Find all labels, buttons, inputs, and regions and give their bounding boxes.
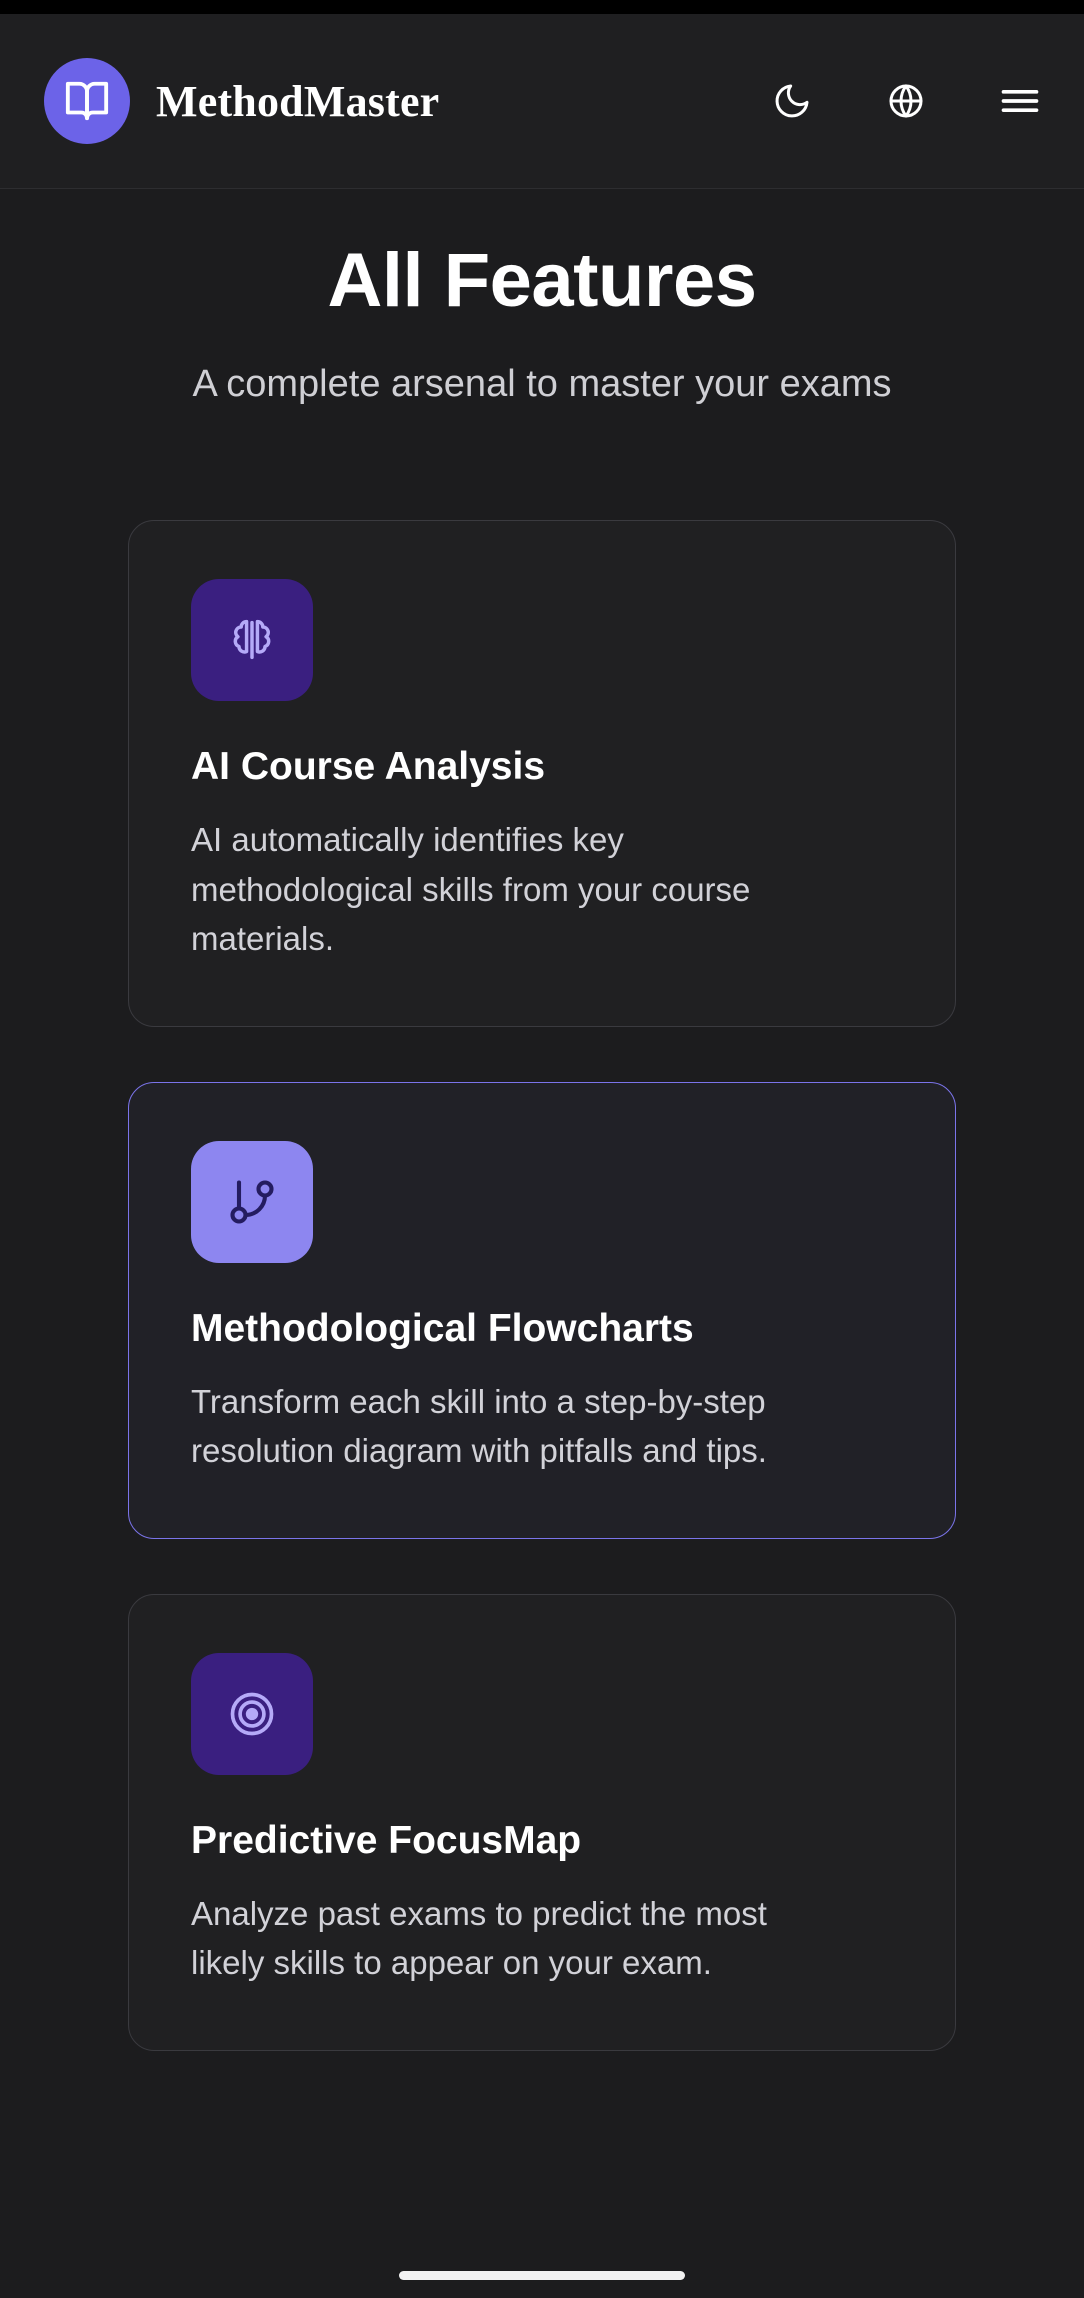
- feature-title: Methodological Flowcharts: [191, 1306, 694, 1350]
- feature-description: Analyze past exams to predict the most likely skills to appear on your exam.: [191, 1894, 767, 1982]
- feature-title: AI Course Analysis: [191, 745, 546, 789]
- page-heading-section: [0, 189, 1084, 410]
- page-title: All Features: [327, 238, 757, 323]
- page-subtitle: A complete arsenal to master your exams: [192, 362, 892, 405]
- brain-icon: [191, 579, 313, 701]
- brand-logo-group[interactable]: [44, 58, 439, 144]
- status-bar: [0, 0, 1084, 14]
- hamburger-menu-icon[interactable]: [994, 75, 1046, 127]
- target-icon: [191, 1653, 313, 1775]
- feature-title: Predictive FocusMap: [191, 1818, 582, 1862]
- brand-name: MethodMaster: [156, 76, 440, 126]
- feature-description: AI automatically identifies key methodological skills from your course materials.: [191, 821, 751, 958]
- home-indicator: [399, 2271, 685, 2280]
- feature-card-predictive-focusmap[interactable]: [128, 1594, 956, 2051]
- feature-card-ai-course-analysis[interactable]: [128, 520, 956, 1027]
- open-book-icon: [44, 58, 130, 144]
- moon-icon[interactable]: [766, 75, 818, 127]
- git-branch-icon: [191, 1141, 313, 1263]
- app-header: [0, 14, 1084, 189]
- feature-description: Transform each skill into a step-by-step resolution diagram with pitfalls and tips.: [191, 1382, 767, 1470]
- app-viewport: [0, 14, 1084, 2298]
- header-actions: [766, 75, 1046, 127]
- globe-icon[interactable]: [880, 75, 932, 127]
- feature-card-methodological-flowcharts[interactable]: [128, 1082, 956, 1539]
- feature-card-list: [0, 520, 1084, 2051]
